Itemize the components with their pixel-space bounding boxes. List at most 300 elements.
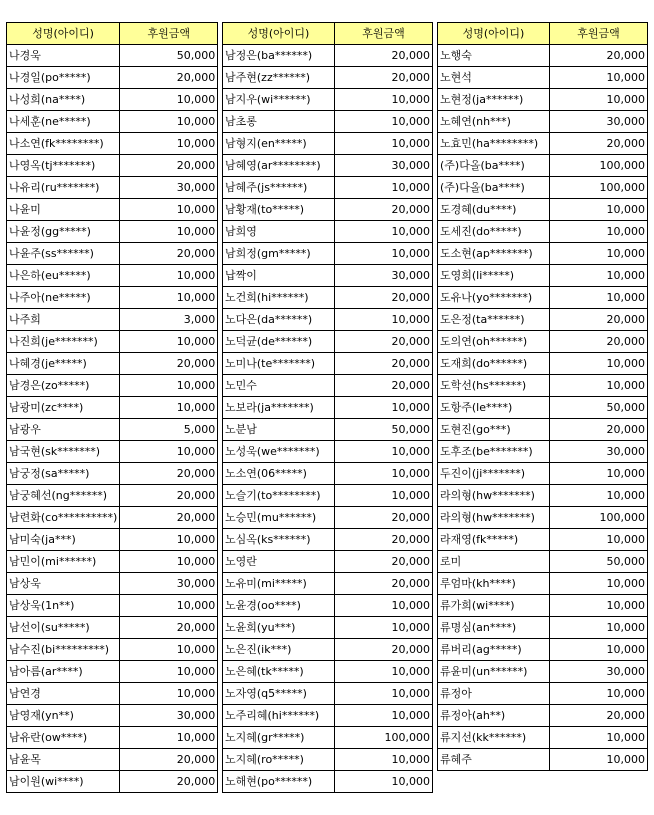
- table-row: [223, 639, 433, 661]
- donation-amount: 10,000: [120, 727, 218, 749]
- donation-amount: 10,000: [335, 749, 433, 771]
- donation-amount: 10,000: [335, 111, 433, 133]
- donation-amount: 20,000: [550, 705, 648, 727]
- table-row: [7, 89, 218, 111]
- table-row: [438, 221, 648, 243]
- donor-name: 납짝이: [223, 265, 335, 287]
- donation-amount: 20,000: [120, 243, 218, 265]
- table-row: [7, 529, 218, 551]
- donor-name: 노심옥(ks******): [223, 529, 335, 551]
- table-row: [438, 551, 648, 573]
- donation-amount: 10,000: [335, 595, 433, 617]
- header-amount: 후원금액: [335, 23, 433, 45]
- donor-name: 나주아(ne*****): [7, 287, 120, 309]
- donor-name: 남황재(to*****): [223, 199, 335, 221]
- table-row: [7, 661, 218, 683]
- donation-amount: 10,000: [335, 221, 433, 243]
- donation-amount: 20,000: [335, 287, 433, 309]
- table-row: [223, 45, 433, 67]
- donor-name: 남궁정(sa*****): [7, 463, 120, 485]
- table-row: [438, 485, 648, 507]
- table-row: [223, 89, 433, 111]
- donation-amount: 50,000: [120, 45, 218, 67]
- donation-amount: 10,000: [120, 441, 218, 463]
- donation-amount: 100,000: [550, 177, 648, 199]
- donor-name: 노윤경(oo****): [223, 595, 335, 617]
- donation-amount: 100,000: [335, 727, 433, 749]
- donor-name: 도의연(oh******): [438, 331, 550, 353]
- donor-name: 노분남: [223, 419, 335, 441]
- donation-amount: 10,000: [120, 595, 218, 617]
- donation-amount: 20,000: [550, 133, 648, 155]
- table-row: [438, 397, 648, 419]
- table-row: [438, 463, 648, 485]
- donor-name: 노해현(po******): [223, 771, 335, 793]
- donor-name: 남이원(wi****): [7, 771, 120, 793]
- donation-amount: 10,000: [550, 67, 648, 89]
- donation-amount: 10,000: [550, 199, 648, 221]
- table-row: [7, 463, 218, 485]
- donor-name: 도학선(hs******): [438, 375, 550, 397]
- donor-name: 남희정(gm*****): [223, 243, 335, 265]
- table-row: [223, 463, 433, 485]
- donor-name: 노건희(hi******): [223, 287, 335, 309]
- donor-table-1: [6, 22, 218, 793]
- donation-amount: 20,000: [120, 67, 218, 89]
- table-row: [7, 287, 218, 309]
- table-row: [223, 551, 433, 573]
- donation-amount: 100,000: [550, 155, 648, 177]
- donor-name: 노자영(q5*****): [223, 683, 335, 705]
- table-row: [223, 265, 433, 287]
- donor-name: 남련화(co**********): [7, 507, 120, 529]
- table-row: [7, 331, 218, 353]
- donation-amount: 10,000: [550, 287, 648, 309]
- table-row: [7, 67, 218, 89]
- donor-name: 남윤목: [7, 749, 120, 771]
- table-row: [438, 177, 648, 199]
- donor-name: 남정은(ba******): [223, 45, 335, 67]
- donor-table-2: [222, 22, 433, 793]
- donor-name: 노유미(mi*****): [223, 573, 335, 595]
- donor-name: 류명심(an****): [438, 617, 550, 639]
- donation-amount: 10,000: [550, 265, 648, 287]
- table-row: [223, 507, 433, 529]
- donor-name: 노지혜(gr*****): [223, 727, 335, 749]
- table-row: [7, 727, 218, 749]
- donation-amount: 10,000: [550, 353, 648, 375]
- table-row: [438, 199, 648, 221]
- donor-name: 나경욱: [7, 45, 120, 67]
- donation-amount: 10,000: [335, 133, 433, 155]
- donation-amount: 10,000: [120, 265, 218, 287]
- table-row: [438, 529, 648, 551]
- donation-amount: 100,000: [550, 507, 648, 529]
- donor-name: 남영재(yn**): [7, 705, 120, 727]
- header-row: [223, 23, 433, 45]
- donor-name: 남연경: [7, 683, 120, 705]
- table-row: [438, 705, 648, 727]
- donor-name: 남민이(mi******): [7, 551, 120, 573]
- donation-amount: 20,000: [120, 463, 218, 485]
- donor-name: 류지선(kk******): [438, 727, 550, 749]
- donor-name: 류정아: [438, 683, 550, 705]
- table-row: [223, 617, 433, 639]
- donation-amount: 10,000: [335, 177, 433, 199]
- table-row: [438, 243, 648, 265]
- donor-name: 노은진(ik***): [223, 639, 335, 661]
- table-row: [438, 749, 648, 771]
- table-row: [438, 155, 648, 177]
- table-row: [7, 595, 218, 617]
- donor-name: 남선이(su*****): [7, 617, 120, 639]
- header-row: [7, 23, 218, 45]
- donor-name: 남형지(en*****): [223, 133, 335, 155]
- donation-amount: 10,000: [120, 551, 218, 573]
- table-row: [438, 287, 648, 309]
- donation-amount: 50,000: [550, 551, 648, 573]
- donor-name: 남궁혜선(ng******): [7, 485, 120, 507]
- donor-name: 나윤정(gg*****): [7, 221, 120, 243]
- table-row: [7, 507, 218, 529]
- donor-name: 류정아(ah**): [438, 705, 550, 727]
- donation-amount: 10,000: [550, 243, 648, 265]
- donation-amount: 30,000: [550, 441, 648, 463]
- donation-amount: 10,000: [335, 705, 433, 727]
- donor-name: (주)다올(ba****): [438, 177, 550, 199]
- donor-name: 노은혜(tk*****): [223, 661, 335, 683]
- donor-name: 남지우(wi******): [223, 89, 335, 111]
- table-row: [7, 265, 218, 287]
- donation-amount: 10,000: [550, 749, 648, 771]
- donor-name: 로미: [438, 551, 550, 573]
- table-row: [7, 441, 218, 463]
- donation-amount: 20,000: [550, 419, 648, 441]
- donation-amount: 20,000: [120, 353, 218, 375]
- table-row: [7, 551, 218, 573]
- table-row: [223, 331, 433, 353]
- table-row: [7, 397, 218, 419]
- donation-amount: 20,000: [335, 375, 433, 397]
- donor-name: 남유란(ow****): [7, 727, 120, 749]
- table-row: [223, 111, 433, 133]
- table-row: [7, 375, 218, 397]
- donation-amount: 10,000: [335, 683, 433, 705]
- donation-amount: 10,000: [550, 683, 648, 705]
- donor-name: 노민수: [223, 375, 335, 397]
- donor-name: 나소연(fk********): [7, 133, 120, 155]
- table-row: [223, 287, 433, 309]
- donation-amount: 10,000: [550, 221, 648, 243]
- donor-name: 도후조(be*******): [438, 441, 550, 463]
- donor-rows: [223, 45, 433, 793]
- donor-name: 남광미(zc****): [7, 397, 120, 419]
- donor-name: 남초롱: [223, 111, 335, 133]
- donor-name: 노소연(06*****): [223, 463, 335, 485]
- donation-amount: 10,000: [120, 111, 218, 133]
- donation-amount: 10,000: [335, 243, 433, 265]
- table-row: [223, 67, 433, 89]
- donation-amount: 30,000: [550, 661, 648, 683]
- donation-amount: 20,000: [335, 45, 433, 67]
- donation-amount: 10,000: [120, 199, 218, 221]
- donation-amount: 10,000: [550, 573, 648, 595]
- donor-name: 도은정(ta******): [438, 309, 550, 331]
- donation-amount: 10,000: [335, 309, 433, 331]
- table-row: [7, 573, 218, 595]
- donor-name: 두진이(ji*******): [438, 463, 550, 485]
- donor-name: 라재영(fk*****): [438, 529, 550, 551]
- donation-amount: 30,000: [550, 111, 648, 133]
- donation-amount: 30,000: [335, 155, 433, 177]
- table-row: [7, 683, 218, 705]
- table-row: [438, 45, 648, 67]
- donor-name: 류윤미(un******): [438, 661, 550, 683]
- table-row: [438, 595, 648, 617]
- donor-name: 노현석: [438, 67, 550, 89]
- table-row: [7, 45, 218, 67]
- donor-name: 노지혜(ro*****): [223, 749, 335, 771]
- donation-amount: 10,000: [550, 463, 648, 485]
- header-amount: 후원금액: [550, 23, 648, 45]
- donation-amount: 30,000: [120, 177, 218, 199]
- donation-amount: 30,000: [120, 573, 218, 595]
- header-name: 성명(아이디): [7, 23, 120, 45]
- donation-amount: 10,000: [550, 617, 648, 639]
- donor-name: (주)다올(ba****): [438, 155, 550, 177]
- donor-name: 노혜연(nh***): [438, 111, 550, 133]
- donation-amount: 10,000: [335, 617, 433, 639]
- donation-amount: 20,000: [550, 45, 648, 67]
- table-row: [223, 529, 433, 551]
- header-name: 성명(아이디): [438, 23, 550, 45]
- table-row: [223, 485, 433, 507]
- table-row: [7, 133, 218, 155]
- donation-amount: 10,000: [120, 133, 218, 155]
- table-row: [223, 353, 433, 375]
- donation-amount: 10,000: [335, 397, 433, 419]
- donor-name: 남상욱(1n**): [7, 595, 120, 617]
- donation-amount: 10,000: [120, 331, 218, 353]
- donor-name: 남국현(sk*******): [7, 441, 120, 463]
- table-row: [7, 485, 218, 507]
- table-row: [7, 243, 218, 265]
- donor-name: 류버리(ag*****): [438, 639, 550, 661]
- table-row: [7, 639, 218, 661]
- table-row: [223, 221, 433, 243]
- table-row: [7, 353, 218, 375]
- donation-amount: 10,000: [335, 771, 433, 793]
- donation-amount: 5,000: [120, 419, 218, 441]
- donor-name: 노승민(mu******): [223, 507, 335, 529]
- donation-amount: 20,000: [120, 485, 218, 507]
- donation-amount: 10,000: [550, 485, 648, 507]
- donation-amount: 20,000: [335, 573, 433, 595]
- donation-amount: 30,000: [335, 265, 433, 287]
- table-row: [223, 771, 433, 793]
- donation-amount: 10,000: [550, 727, 648, 749]
- donation-amount: 20,000: [120, 155, 218, 177]
- donor-name: 나윤미: [7, 199, 120, 221]
- table-row: [438, 331, 648, 353]
- donation-amount: 20,000: [335, 199, 433, 221]
- table-row: [7, 617, 218, 639]
- donation-amount: 10,000: [335, 89, 433, 111]
- table-row: [438, 353, 648, 375]
- donation-amount: 10,000: [120, 529, 218, 551]
- donor-name: 도경혜(du****): [438, 199, 550, 221]
- donation-amount: 10,000: [120, 683, 218, 705]
- donor-name: 도유나(yo*******): [438, 287, 550, 309]
- table-row: [438, 375, 648, 397]
- donor-name: 류혜주: [438, 749, 550, 771]
- table-row: [7, 177, 218, 199]
- table-row: [7, 309, 218, 331]
- donation-amount: 10,000: [550, 529, 648, 551]
- donation-amount: 10,000: [550, 375, 648, 397]
- table-row: [223, 749, 433, 771]
- donor-name: 노미나(te*******): [223, 353, 335, 375]
- donation-amount: 20,000: [335, 331, 433, 353]
- donor-name: 나경일(po*****): [7, 67, 120, 89]
- table-row: [223, 309, 433, 331]
- table-row: [223, 727, 433, 749]
- donor-name: 나진희(je*******): [7, 331, 120, 353]
- donor-name: 남상욱: [7, 573, 120, 595]
- table-row: [7, 155, 218, 177]
- table-row: [7, 111, 218, 133]
- header-name: 성명(아이디): [223, 23, 335, 45]
- donation-amount: 10,000: [120, 221, 218, 243]
- donor-name: 도항주(le****): [438, 397, 550, 419]
- donation-amount: 30,000: [120, 705, 218, 727]
- donor-name: 노행숙: [438, 45, 550, 67]
- donor-name: 나세훈(ne*****): [7, 111, 120, 133]
- donation-amount: 20,000: [335, 507, 433, 529]
- header-row: [438, 23, 648, 45]
- table-row: [438, 419, 648, 441]
- donor-rows: [438, 45, 648, 771]
- table-row: [7, 749, 218, 771]
- donor-name: 노덕균(de******): [223, 331, 335, 353]
- table-row: [438, 133, 648, 155]
- table-row: [223, 705, 433, 727]
- table-row: [7, 705, 218, 727]
- donation-amount: 10,000: [335, 485, 433, 507]
- table-row: [438, 309, 648, 331]
- table-row: [223, 155, 433, 177]
- donor-name: 도세진(do*****): [438, 221, 550, 243]
- donation-amount: 10,000: [120, 89, 218, 111]
- table-row: [7, 771, 218, 793]
- table-row: [223, 661, 433, 683]
- donor-name: 나성희(na****): [7, 89, 120, 111]
- donor-name: 도소현(ap*******): [438, 243, 550, 265]
- table-row: [7, 419, 218, 441]
- donation-amount: 3,000: [120, 309, 218, 331]
- table-row: [223, 243, 433, 265]
- donor-name: 노보라(ja*******): [223, 397, 335, 419]
- donation-amount: 10,000: [120, 375, 218, 397]
- table-row: [223, 595, 433, 617]
- donor-name: 나영옥(tj*******): [7, 155, 120, 177]
- table-row: [438, 265, 648, 287]
- donation-amount: 20,000: [120, 749, 218, 771]
- table-row: [438, 441, 648, 463]
- donor-name: 루엄마(kh****): [438, 573, 550, 595]
- donation-amount: 10,000: [550, 595, 648, 617]
- donor-name: 노영란: [223, 551, 335, 573]
- donation-amount: 20,000: [550, 309, 648, 331]
- donor-name: 노주리혜(hi******): [223, 705, 335, 727]
- donor-name: 라의형(hw*******): [438, 485, 550, 507]
- header-amount: 후원금액: [120, 23, 218, 45]
- donation-amount: 20,000: [120, 771, 218, 793]
- donor-name: 남혜주(js******): [223, 177, 335, 199]
- donor-name: 남주현(zz******): [223, 67, 335, 89]
- table-row: [223, 683, 433, 705]
- donor-name: 노슬기(to********): [223, 485, 335, 507]
- donation-amount: 10,000: [550, 89, 648, 111]
- donation-amount: 10,000: [120, 287, 218, 309]
- donor-name: 도영희(li*****): [438, 265, 550, 287]
- donor-name: 남미숙(ja***): [7, 529, 120, 551]
- donor-name: 나은하(eu*****): [7, 265, 120, 287]
- donor-name: 나윤주(ss******): [7, 243, 120, 265]
- table-row: [223, 199, 433, 221]
- donor-name: 남광우: [7, 419, 120, 441]
- donation-amount: 10,000: [120, 661, 218, 683]
- table-row: [438, 111, 648, 133]
- donor-rows: [7, 45, 218, 793]
- donation-amount: 10,000: [335, 441, 433, 463]
- donation-amount: 10,000: [335, 463, 433, 485]
- donor-name: 노윤희(yu***): [223, 617, 335, 639]
- donation-amount: 10,000: [335, 661, 433, 683]
- donor-name: 노효민(ha********): [438, 133, 550, 155]
- donation-amount: 50,000: [550, 397, 648, 419]
- donation-amount: 10,000: [120, 397, 218, 419]
- table-row: [438, 661, 648, 683]
- donor-name: 라의형(hw*******): [438, 507, 550, 529]
- donor-name: 남아름(ar****): [7, 661, 120, 683]
- donation-amount: 20,000: [335, 529, 433, 551]
- donor-name: 남수진(bi*********): [7, 639, 120, 661]
- donor-name: 류가희(wi****): [438, 595, 550, 617]
- donation-amount: 20,000: [335, 639, 433, 661]
- table-row: [223, 375, 433, 397]
- table-row: [7, 199, 218, 221]
- table-row: [438, 507, 648, 529]
- table-row: [223, 419, 433, 441]
- table-row: [438, 727, 648, 749]
- donor-name: 남혜영(ar********): [223, 155, 335, 177]
- donation-amount: 20,000: [335, 353, 433, 375]
- table-row: [438, 683, 648, 705]
- table-row: [223, 441, 433, 463]
- table-row: [223, 573, 433, 595]
- donation-amount: 20,000: [550, 331, 648, 353]
- table-row: [438, 89, 648, 111]
- donation-amount: 50,000: [335, 419, 433, 441]
- donation-amount: 20,000: [335, 551, 433, 573]
- table-row: [223, 133, 433, 155]
- donor-name: 노현정(ja******): [438, 89, 550, 111]
- donor-table-3: [437, 22, 648, 771]
- table-row: [438, 67, 648, 89]
- donor-name: 노성욱(we*******): [223, 441, 335, 463]
- donor-name: 나주희: [7, 309, 120, 331]
